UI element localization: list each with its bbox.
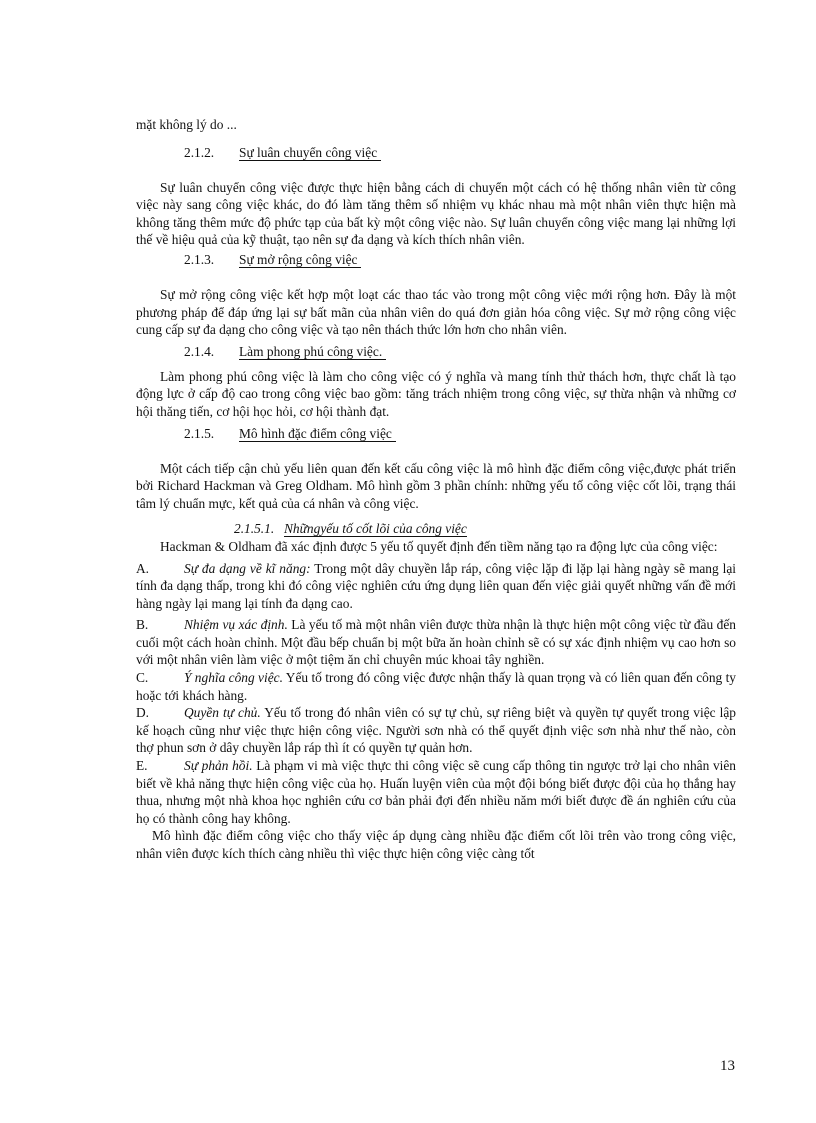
list-item-d: D. Quyền tự chủ. Yếu tố trong đó nhân viên có sự tự chủ, sự riêng biệt và quyền tự quyết trong việc lập kế hoạch cũng như việc thực hiện công việc. Người sơn nhà có thể quyết định việc sơn nhà như thế nào, còn thợ phun sơn ở dây chuyền lắp ráp thì ít có quyền tự quản hơn. — [136, 705, 736, 756]
heading-number: 2.1.4. — [184, 343, 215, 359]
page-content — [136, 116, 736, 863]
heading-2-1-5 — [184, 425, 736, 442]
heading-title: Mô hình đặc điểm công việc — [239, 426, 396, 442]
heading-number: 2.1.5. — [184, 425, 215, 441]
heading-title: Sự mở rộng công việc — [239, 252, 361, 268]
list-item-b: B. Nhiệm vụ xác định. Là yếu tố mà một nhân viên được thừa nhận là thực hiện một công việc từ đầu đến cuối một cách hoàn chỉnh. Một đầu bếp chuẩn bị một bữa ăn hoàn chỉnh sẽ có sự xác định nhiệm vụ cao hơn so với một nhân viên làm việc ở một tiệm ăn chỉ chuyên múc khoai tây nghiền. — [136, 617, 736, 668]
heading-2-1-3 — [184, 251, 736, 268]
heading-title: Nhữngyếu tố cốt lõi của công việc — [284, 521, 467, 537]
lead-text: mặt không lý do ... — [136, 117, 237, 132]
paragraph-2-1-3: Sự mở rộng công việc kết hợp một loạt các thao tác vào trong một công việc mới rộng hơn. Đây là một phương pháp để đáp ứng lại sự bất mãn của nhân viên do quá đơn giản hóa công việc. Sự mở rộng công việc cung cấp sự đa dạng cho công việc và tạo nên thách thức lớn hơn cho nhân viên. — [136, 286, 736, 338]
heading-number: 2.1.3. — [184, 251, 215, 267]
paragraph-2-1-4: Làm phong phú công việc là làm cho công việc có ý nghĩa và mang tính thử thách hơn, thực chất là tạo động lực ở cấp độ cao trong công việc bao gồm: tăng trách nhiệm trong công việc, sự thừa nhận và những cơ hội thăng tiến, cơ hội học hỏi, cơ hội thành đạt. — [136, 368, 736, 419]
heading-2-1-4 — [184, 343, 736, 360]
paragraph-2-1-2: Sự luân chuyển công việc được thực hiện bằng cách di chuyển một cách có hệ thống nhân viên từ công việc này sang công việc khác, do đó làm tăng thêm số nhiệm vụ khác nhau mà một nhân viên thực hiện mà không tăng thêm mức độ phức tạp của bất kỳ một công việc nào. Sự luân chuyển công việc mang lại những lợi thế về hiệu quả của kỹ thuật, tạo nên sự đa dạng và kích thích nhân viên. — [136, 179, 736, 248]
heading-title: Làm phong phú công việc. — [239, 344, 386, 360]
heading-number: 2.1.5.1. — [234, 521, 275, 537]
list-item-c: C. Ý nghĩa công việc. Yếu tố trong đó công việc được nhận thấy là quan trọng và có liên quan đến công ty hoặc tới khách hàng. — [136, 670, 736, 703]
closing-paragraph: Mô hình đặc điểm công việc cho thấy việc áp dụng càng nhiều đặc điểm cốt lõi trên vào trong công việc, nhân viên được kích thích càng nhiều thì việc thực hiện công việc càng tốt — [136, 828, 736, 861]
heading-2-1-2 — [184, 144, 736, 161]
list-item-e: E. Sự phản hồi. Là phạm vi mà việc thực thi công việc sẽ cung cấp thông tin ngược trở lại cho nhân viên biết về khả năng thực hiện công việc của họ. Huấn luyện viên của một đội bóng biết được đội của họ thắng hay thua, nhưng một nhà khoa học nghiên cứu cơ bản phải đợi đến nhiều năm mới biết được đề án nghiên cứu của họ có thành công hay không. — [136, 758, 736, 826]
paragraph-2-1-5: Một cách tiếp cận chủ yếu liên quan đến kết cấu công việc là mô hình đặc điểm công việc,được phát triển bởi Richard Hackman và Greg Oldham. Mô hình gồm 3 phần chính: những yếu tố công việc cốt lõi, trạng thái tâm lý chuẩn mực, kết quả của cá nhân và công việc. — [136, 460, 736, 511]
heading-number: 2.1.2. — [184, 144, 215, 160]
page-number: 13 — [720, 1058, 735, 1074]
heading-title: Sự luân chuyển công việc — [239, 145, 381, 161]
subsection-intro: Hackman & Oldham đã xác định được 5 yếu tố quyết định đến tiềm năng tạo ra động lực của công việc: — [160, 538, 718, 554]
heading-2-1-5-1 — [234, 520, 736, 538]
list-item-a: A. Sự đa dạng về kĩ năng: Trong một dây chuyền lắp ráp, công việc lặp đi lặp lại hàng ngày sẽ mang lại tính đa dạng thấp, trong khi đó công việc nghiên cứu ứng dụng liên quan đến việc giải quyết những vấn đề mới hàng ngày lại mang lại tính đa dạng cao. — [136, 560, 737, 611]
